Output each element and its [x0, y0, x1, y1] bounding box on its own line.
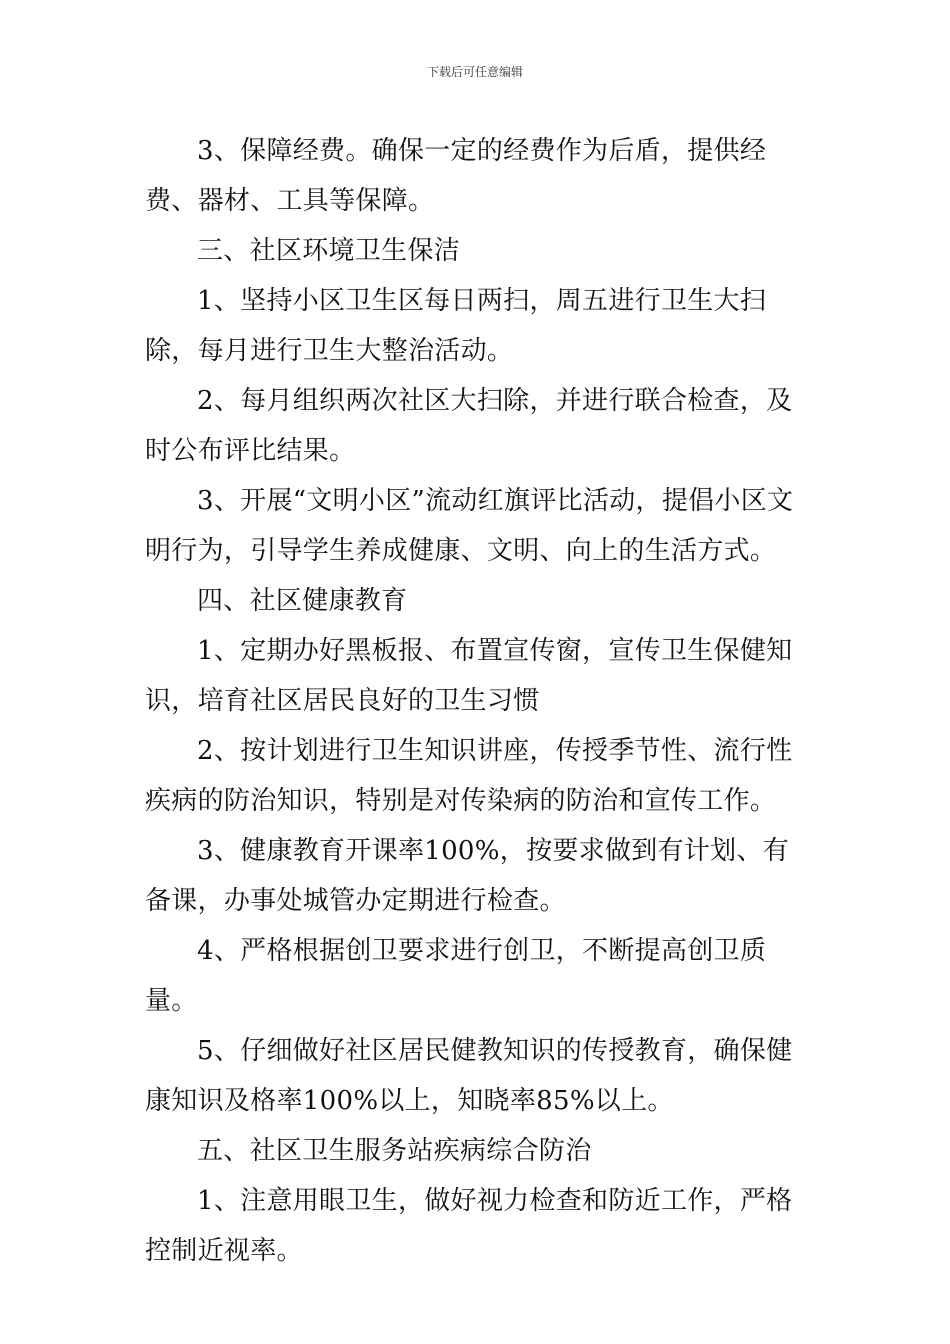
paragraph-blackboard: 1、定期办好黑板报、布置宣传窗，宣传卫生保健知识，培育社区居民良好的卫生习惯: [145, 636, 793, 716]
document-body: [145, 126, 810, 1276]
page-header: 下载后可任意编辑: [426, 65, 523, 79]
paragraph-monthly-cleanup: 2、每月组织两次社区大扫除，并进行联合检查，及时公布评比结果。: [145, 386, 793, 466]
paragraph-lectures: 2、按计划进行卫生知识讲座，传授季节性、流行性疾病的防治知识，特别是对传染病的防治和宣传工作。: [145, 736, 793, 816]
paragraph-eye-care: 1、注意用眼卫生，做好视力检查和防近工作，严格控制近视率。: [145, 1186, 793, 1266]
paragraph-daily-cleaning: 1、坚持小区卫生区每日两扫，周五进行卫生大扫除，每月进行卫生大整治活动。: [145, 286, 767, 366]
section-heading-disease-prevention: 五、社区卫生服务站疾病综合防治: [197, 1136, 592, 1166]
paragraph-course-rate: 3、健康教育开课率100%，按要求做到有计划、有备课，办事处城管办定期进行检查。: [145, 836, 790, 916]
section-heading-environment: 三、社区环境卫生保洁: [197, 236, 461, 266]
paragraph-funding: 3、保障经费。确保一定的经费作为后盾，提供经费、器材、工具等保障。: [145, 136, 767, 216]
paragraph-standards: 4、严格根据创卫要求进行创卫，不断提高创卫质量。: [145, 936, 767, 1016]
paragraph-knowledge-rate: 5、仔细做好社区居民健教知识的传授教育，确保健康知识及格率100%以上，知晓率85%以上。: [145, 1036, 793, 1116]
paragraph-civilized-community: 3、开展“文明小区”流动红旗评比活动，提倡小区文明行为，引导学生养成健康、文明、向上的生活方式。: [145, 486, 794, 566]
section-heading-health-education: 四、社区健康教育: [197, 586, 408, 616]
